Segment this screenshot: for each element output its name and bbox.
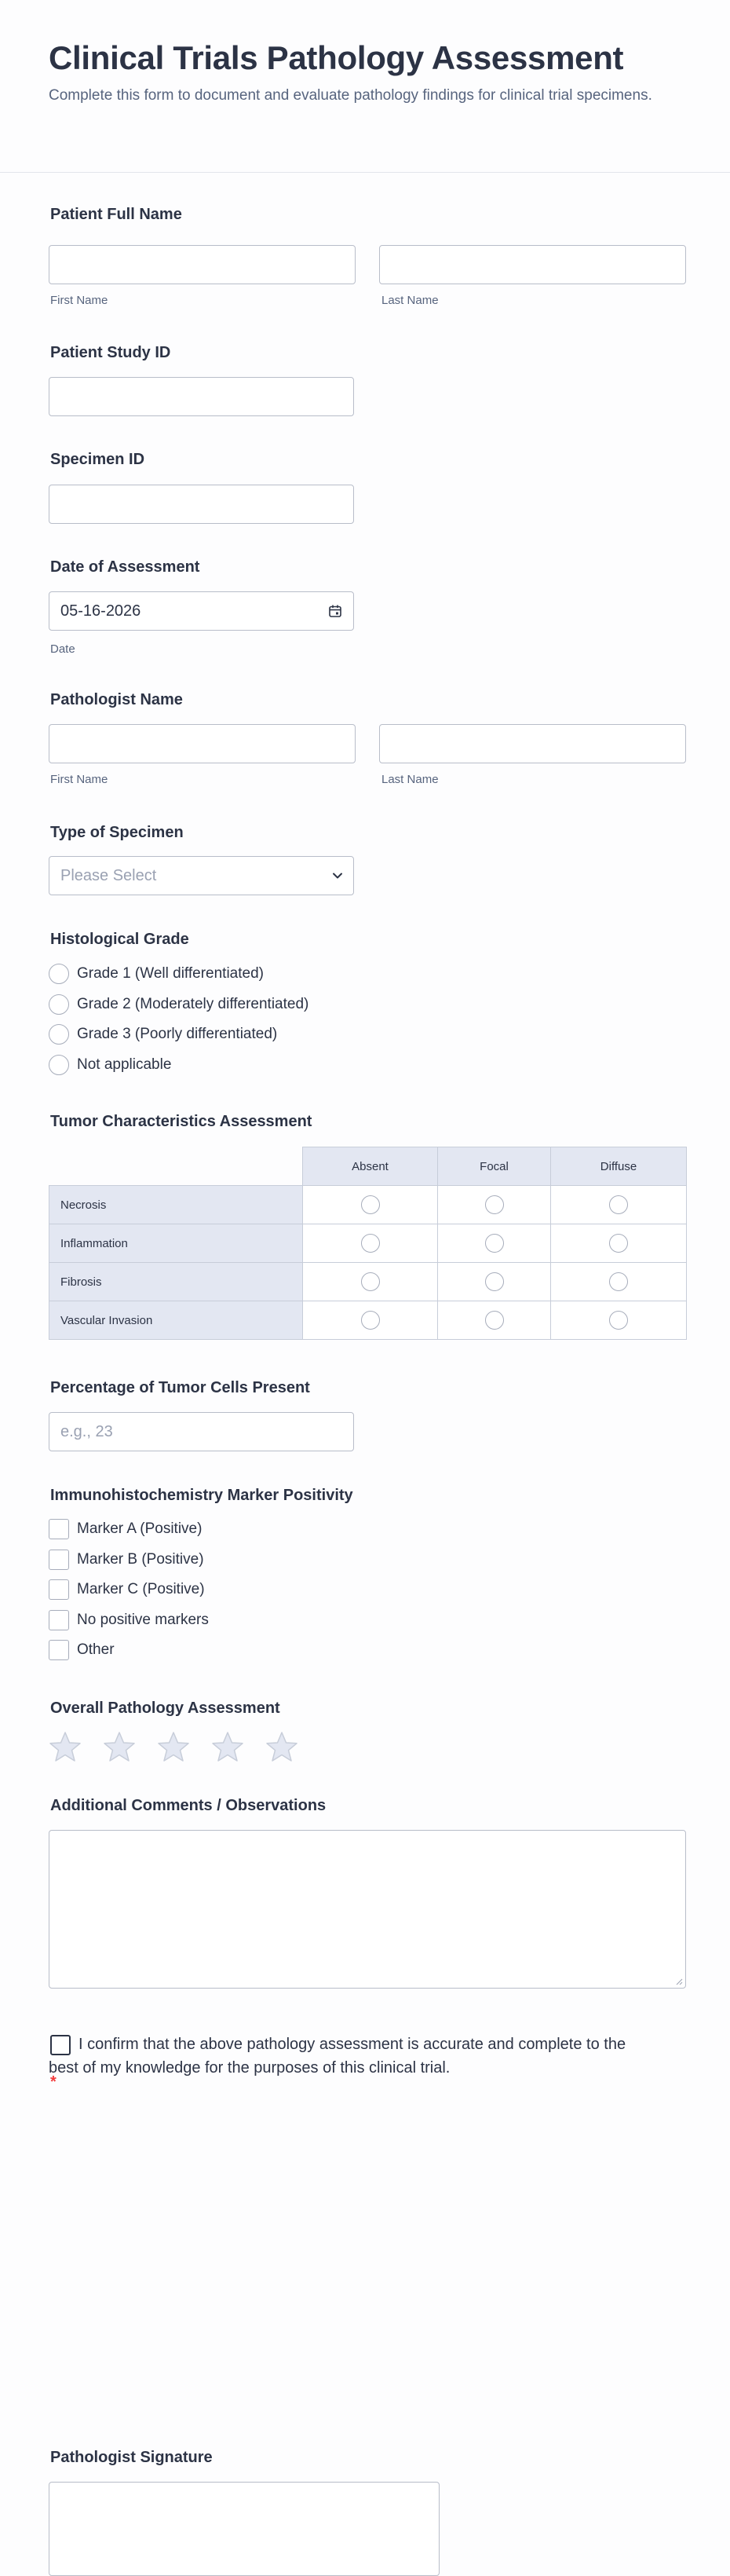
date-label: Date of Assessment xyxy=(50,558,200,576)
form-header xyxy=(0,0,730,173)
radio-button[interactable] xyxy=(361,1311,380,1330)
patient-first-name-input[interactable] xyxy=(49,246,355,284)
tumor-matrix-label: Tumor Characteristics Assessment xyxy=(50,1113,312,1130)
tumor-percentage-field[interactable] xyxy=(49,1412,354,1451)
confirm-text: I confirm that the above pathology assessment is accurate and complete to the best of my knowledge for the purposes of this clinical trial. xyxy=(49,2036,626,2077)
star-icon[interactable] xyxy=(211,1731,244,1764)
signature-label: Pathologist Signature xyxy=(50,2449,213,2466)
ihc-option-other[interactable] xyxy=(49,1639,115,1661)
matrix-row-label: Fibrosis xyxy=(49,1263,303,1301)
grade-option-label: Grade 1 (Well differentiated) xyxy=(77,965,264,982)
star-icon[interactable] xyxy=(157,1731,190,1764)
matrix-cell[interactable] xyxy=(438,1186,551,1224)
matrix-row-label: Inflammation xyxy=(49,1224,303,1263)
star-icon[interactable] xyxy=(265,1731,298,1764)
patient-name-label: Patient Full Name xyxy=(50,206,182,223)
specimen-type-dropdown[interactable] xyxy=(49,856,354,895)
specimen-id-label: Specimen ID xyxy=(50,451,145,468)
study-id-label: Patient Study ID xyxy=(50,344,171,361)
study-id-input[interactable] xyxy=(49,378,353,415)
specimen-type-placeholder: Please Select xyxy=(60,867,157,884)
patient-last-name-input[interactable] xyxy=(380,246,685,284)
radio-button[interactable] xyxy=(609,1272,628,1291)
matrix-cell[interactable] xyxy=(303,1301,438,1340)
grade-option-4[interactable] xyxy=(49,1054,171,1076)
matrix-cell[interactable] xyxy=(438,1224,551,1263)
ihc-option-label: Marker B (Positive) xyxy=(77,1551,204,1568)
patient-last-name-sublabel: Last Name xyxy=(381,294,439,307)
grade-option-2[interactable] xyxy=(49,993,308,1015)
matrix-row-inflammation xyxy=(49,1224,687,1263)
ihc-option-marker-b[interactable] xyxy=(49,1549,204,1571)
comments-label: Additional Comments / Observations xyxy=(50,1797,327,1814)
ihc-option-label: Marker A (Positive) xyxy=(77,1520,203,1537)
radio-button[interactable] xyxy=(609,1195,628,1214)
matrix-row-label: Necrosis xyxy=(49,1186,303,1224)
ihc-option-marker-a[interactable] xyxy=(49,1518,202,1540)
radio-button[interactable] xyxy=(485,1311,504,1330)
matrix-cell[interactable] xyxy=(303,1224,438,1263)
radio-button[interactable] xyxy=(485,1272,504,1291)
page-subtitle: Complete this form to document and evaluate pathology findings for clinical trial specimens. xyxy=(49,87,652,104)
grade-option-label: Grade 2 (Moderately differentiated) xyxy=(77,996,309,1012)
radio-button[interactable] xyxy=(609,1234,628,1253)
date-field[interactable] xyxy=(49,591,354,631)
matrix-cell[interactable] xyxy=(551,1186,687,1224)
specimen-id-field[interactable] xyxy=(49,485,354,524)
ihc-option-marker-c[interactable] xyxy=(49,1579,205,1601)
matrix-row-fibrosis xyxy=(49,1263,687,1301)
matrix-corner xyxy=(49,1147,303,1186)
radio-button[interactable] xyxy=(361,1272,380,1291)
overall-assessment-label: Overall Pathology Assessment xyxy=(50,1700,280,1717)
grade-option-3[interactable] xyxy=(49,1023,277,1045)
required-mark: * xyxy=(50,2073,57,2091)
pathologist-last-name-input[interactable] xyxy=(380,725,685,763)
checkbox[interactable] xyxy=(49,1519,69,1539)
date-sublabel: Date xyxy=(50,642,75,656)
patient-first-name-sublabel: First Name xyxy=(50,294,108,307)
matrix-cell[interactable] xyxy=(438,1301,551,1340)
checkbox[interactable] xyxy=(49,1610,69,1630)
signature-pad[interactable] xyxy=(49,2482,440,2576)
tumor-characteristics-matrix xyxy=(49,1147,687,1340)
star-icon[interactable] xyxy=(103,1731,136,1764)
checkbox[interactable] xyxy=(49,1579,69,1600)
ihc-option-none[interactable] xyxy=(49,1609,209,1631)
ihc-option-label: Marker C (Positive) xyxy=(77,1581,205,1597)
radio-button[interactable] xyxy=(361,1234,380,1253)
grade-option-1[interactable] xyxy=(49,963,264,985)
radio-button[interactable] xyxy=(49,1024,69,1045)
matrix-cell[interactable] xyxy=(303,1186,438,1224)
pathologist-name-label: Pathologist Name xyxy=(50,691,183,708)
resize-handle-icon[interactable] xyxy=(675,1978,683,1985)
pathologist-first-name-input[interactable] xyxy=(49,725,355,763)
histological-grade-label: Histological Grade xyxy=(50,931,189,948)
matrix-row-vascular-invasion xyxy=(49,1301,687,1340)
star-rating[interactable] xyxy=(49,1731,319,1764)
radio-button[interactable] xyxy=(49,994,69,1015)
patient-first-name-field[interactable] xyxy=(49,245,356,284)
matrix-cell[interactable] xyxy=(551,1263,687,1301)
ihc-option-label: Other xyxy=(77,1641,115,1658)
radio-button[interactable] xyxy=(485,1234,504,1253)
page-title: Clinical Trials Pathology Assessment xyxy=(49,39,624,76)
matrix-column-header: Diffuse xyxy=(551,1147,687,1186)
radio-button[interactable] xyxy=(49,1055,69,1075)
patient-last-name-field[interactable] xyxy=(379,245,686,284)
matrix-cell[interactable] xyxy=(303,1263,438,1301)
pathologist-first-name-sublabel: First Name xyxy=(50,773,108,786)
grade-option-label: Not applicable xyxy=(77,1056,172,1073)
ihc-markers-label: Immunohistochemistry Marker Positivity xyxy=(50,1487,353,1504)
calendar-icon[interactable] xyxy=(328,604,342,618)
pathologist-last-name-field[interactable] xyxy=(379,724,686,763)
tumor-percentage-input[interactable] xyxy=(49,1413,353,1451)
matrix-cell[interactable] xyxy=(551,1224,687,1263)
matrix-column-header: Absent xyxy=(303,1147,438,1186)
radio-button[interactable] xyxy=(485,1195,504,1214)
radio-button[interactable] xyxy=(49,964,69,984)
matrix-row-label: Vascular Invasion xyxy=(49,1301,303,1340)
checkbox[interactable] xyxy=(49,1640,69,1660)
specimen-type-label: Type of Specimen xyxy=(50,824,184,841)
specimen-id-input[interactable] xyxy=(49,485,353,523)
comments-textarea[interactable] xyxy=(49,1830,686,1989)
star-icon[interactable] xyxy=(49,1731,82,1764)
matrix-column-header: Focal xyxy=(438,1147,551,1186)
pathologist-first-name-field[interactable] xyxy=(49,724,356,763)
checkbox[interactable] xyxy=(49,1550,69,1570)
pathologist-last-name-sublabel: Last Name xyxy=(381,773,439,786)
radio-button[interactable] xyxy=(609,1311,628,1330)
matrix-cell[interactable] xyxy=(438,1263,551,1301)
radio-button[interactable] xyxy=(361,1195,380,1214)
chevron-down-icon xyxy=(331,869,344,882)
ihc-option-label: No positive markers xyxy=(77,1612,209,1628)
grade-option-label: Grade 3 (Poorly differentiated) xyxy=(77,1026,278,1042)
tumor-percentage-label: Percentage of Tumor Cells Present xyxy=(50,1379,310,1396)
matrix-row-necrosis xyxy=(49,1186,687,1224)
study-id-field[interactable] xyxy=(49,377,354,416)
matrix-cell[interactable] xyxy=(551,1301,687,1340)
date-value: 05-16-2026 xyxy=(60,602,141,620)
